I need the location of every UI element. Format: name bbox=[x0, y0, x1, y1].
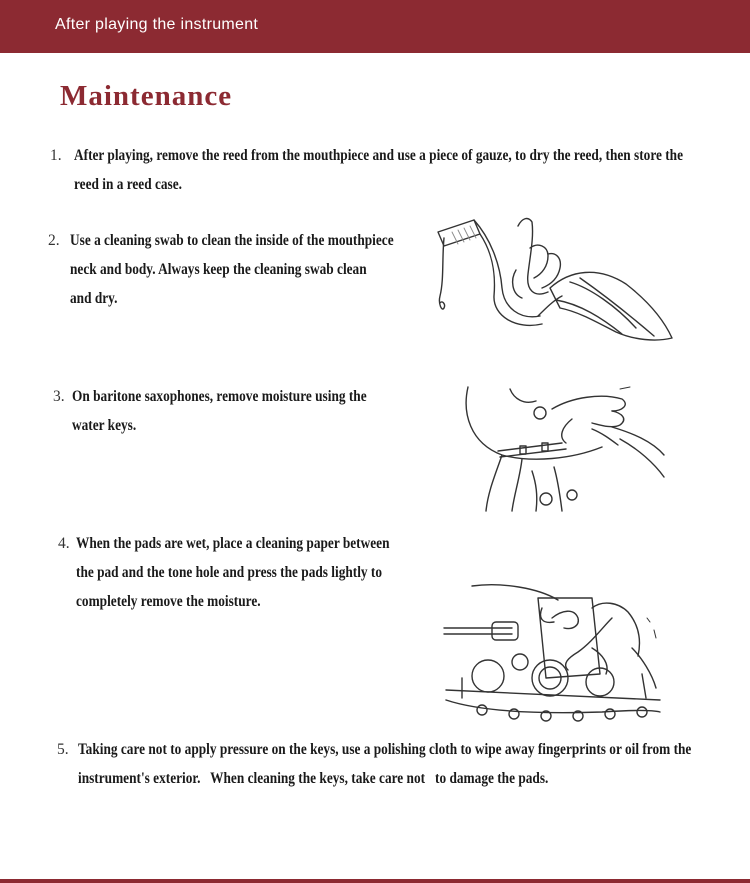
step-2-text bbox=[70, 226, 405, 313]
pad-cleaning-paper-illustration-icon bbox=[442, 578, 664, 723]
step-5-line-2: instrument's exterior. When cleaning the keys, take care not to damage the pads. bbox=[78, 770, 549, 787]
step-1-line-2: reed in a reed case. bbox=[74, 176, 182, 193]
step-1-line-1: After playing, remove the reed from the mouthpiece and use a piece of gauze, to dry the reed, then store the bbox=[74, 147, 684, 164]
step-2-line-1: Use a cleaning swab to clean the inside of the mouthpiece bbox=[70, 232, 394, 249]
step-4-line-1: When the pads are wet, place a cleaning paper between bbox=[76, 535, 390, 552]
step-2-line-3: and dry. bbox=[70, 290, 118, 307]
step-2-number: 2. bbox=[48, 232, 60, 249]
page-header bbox=[0, 0, 750, 53]
step-5-number: 5. bbox=[57, 741, 69, 758]
step-4-number: 4. bbox=[58, 535, 70, 552]
water-key-illustration-icon bbox=[462, 383, 667, 515]
step-3-line-1: On baritone saxophones, remove moisture using the bbox=[72, 388, 367, 405]
neck-swab-illustration-icon bbox=[430, 208, 675, 350]
step-4-text bbox=[76, 529, 411, 616]
page-title: Maintenance bbox=[60, 80, 233, 112]
step-2-line-2: neck and body. Always keep the cleaning swab clean bbox=[70, 261, 367, 278]
step-1-number: 1. bbox=[50, 147, 62, 164]
step-4-line-3: completely remove the moisture. bbox=[76, 593, 261, 610]
header-title: After playing the instrument bbox=[55, 16, 259, 33]
bottom-divider bbox=[0, 879, 750, 883]
step-3-text bbox=[72, 382, 407, 440]
step-3-number: 3. bbox=[53, 388, 65, 405]
step-5-text bbox=[78, 735, 697, 793]
step-3-line-2: water keys. bbox=[72, 417, 137, 434]
step-1-text bbox=[74, 141, 693, 199]
step-5-line-1: Taking care not to apply pressure on the keys, use a polishing cloth to wipe away fingerprints or oil from the bbox=[78, 741, 692, 758]
step-4-line-2: the pad and the tone hole and press the pads lightly to bbox=[76, 564, 383, 581]
